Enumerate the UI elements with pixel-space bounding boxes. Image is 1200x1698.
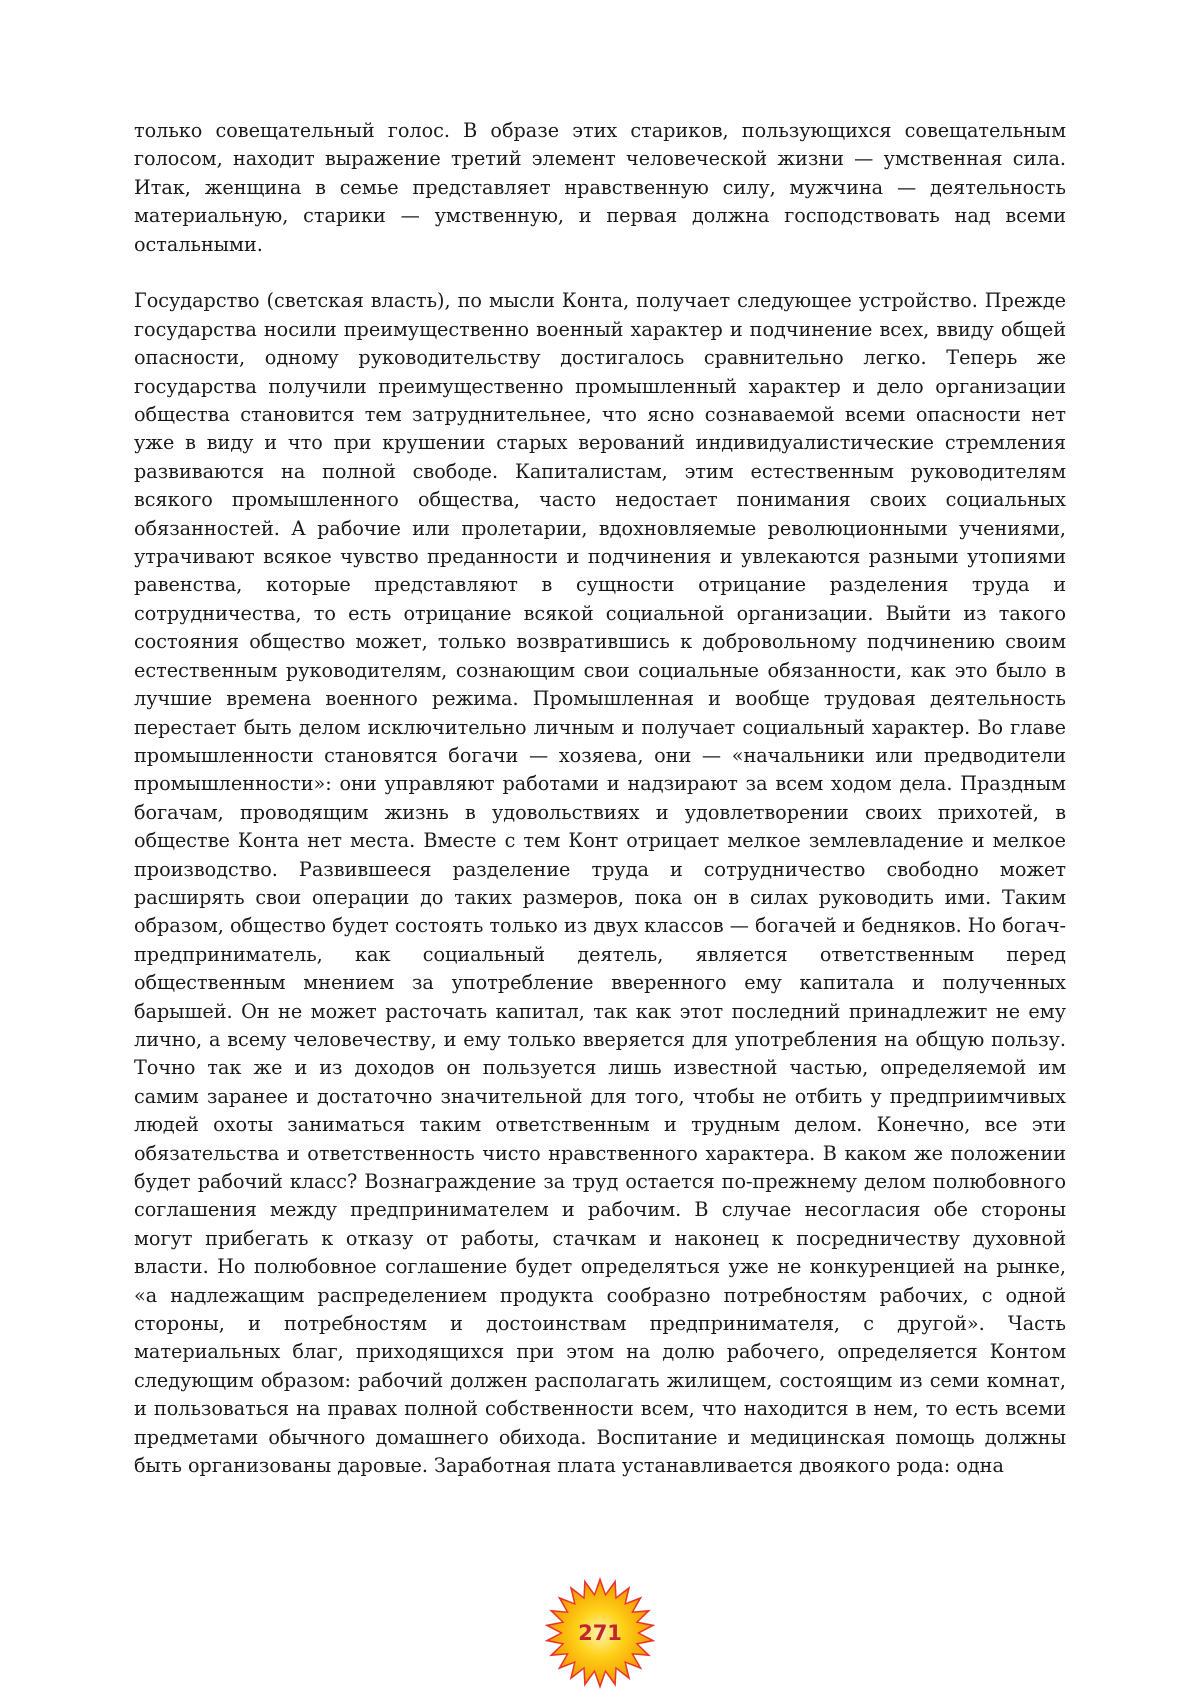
page-number-badge	[543, 1576, 657, 1690]
body-text	[134, 117, 1066, 1480]
paragraph-2: Государство (светская власть), по мысли Конта, получает следующее устройство. Прежде государства носили преимущественно военный характер и подчинение всех, ввиду общей опасности, одному руководительству достигалось сравнительно легко. Теперь же государства получили преимущественно промышленный характер и дело организации общества становится тем затруднительнее, что ясно сознаваемой всеми опасности нет уже в виду и что при крушении старых верований индивидуалистические стремления развиваются на полной свободе. Капиталистам, этим естественным руководителям всякого промышленного общества, часто недостает понимания своих социальных обязанностей. А рабочие или пролетарии, вдохновляемые революционными учениями, утрачивают всякое чувство преданности и подчинения и увлекаются разными утопиями равенства, которые представляют в сущности отрицание разделения труда и сотрудничества, то есть отрицание всякой социальной организации. Выйти из такого состояния общество может, только возвратившись к добровольному подчинению своим естественным руководителям, сознающим свои социальные обязанности, как это было в лучшие времена военного режима. Промышленная и вообще трудовая деятельность перестает быть делом исключительно личным и получает социальный характер. Во главе промышленности становятся богачи — хозяева, они — «начальники или предводители промышленности»: они управляют работами и надзирают за всем ходом дела. Праздным богачам, проводящим жизнь в удовольствиях и удовлетворении своих прихотей, в обществе Конта нет места. Вместе с тем Конт отрицает мелкое землевладение и мелкое производство. Развившееся разделение труда и сотрудничество свободно может расширять свои операции до таких размеров, пока он в силах руководить ими. Таким образом, общество будет состоять только из двух классов — богачей и бедняков. Но богач-предприниматель, как социальный деятель, является ответственным перед общественным мнением за употребление вверенного ему капитала и полученных барышей. Он не может расточать капитал, так как этот последний принадлежит не ему лично, а всему человечеству, и ему только вверяется для употребления на общую пользу. Точно так же и из доходов он пользуется лишь известной частью, определяемой им самим заранее и достаточно значительной для того, чтобы не отбить у предприимчивых людей охоты заниматься таким ответственным и трудным делом. Конечно, все эти обязательства и ответственность чисто нравственного характера. В каком же положении будет рабочий класс? Вознаграждение за труд остается по-прежнему делом полюбовного соглашения между предпринимателем и рабочим. В случае несогласия обе стороны могут прибегать к отказу от работы, стачкам и наконец к посредничеству духовной власти. Но полюбовное соглашение будет определяться уже не конкуренцией на рынке, «а надлежащим распределением продукта сообразно потребностям рабочих, с одной стороны, и потребностям и достоинствам предпринимателя, с другой». Часть материальных благ, приходящихся при этом на долю рабочего, определяется Контом следующим образом: рабочий должен располагать жилищем, состоящим из семи комнат, и пользоваться на правах полной собственности всем, что находится в нем, то есть всеми предметами обычного домашнего обихода. Воспитание и медицинская помощь должны быть организованы даровые. Заработная плата устанавливается двоякого рода: одна	[134, 289, 1066, 1478]
paragraph-1: только совещательный голос. В образе этих стариков, пользующихся совещательным голосом, находит выражение третий элемент человеческой жизни — умственная сила. Итак, женщина в семье представляет нравственную силу, мужчина — деятельность материальную, старики — умственную, и первая должна господствовать над всеми остальными.	[134, 119, 1066, 256]
page-number: 271	[578, 1621, 622, 1645]
